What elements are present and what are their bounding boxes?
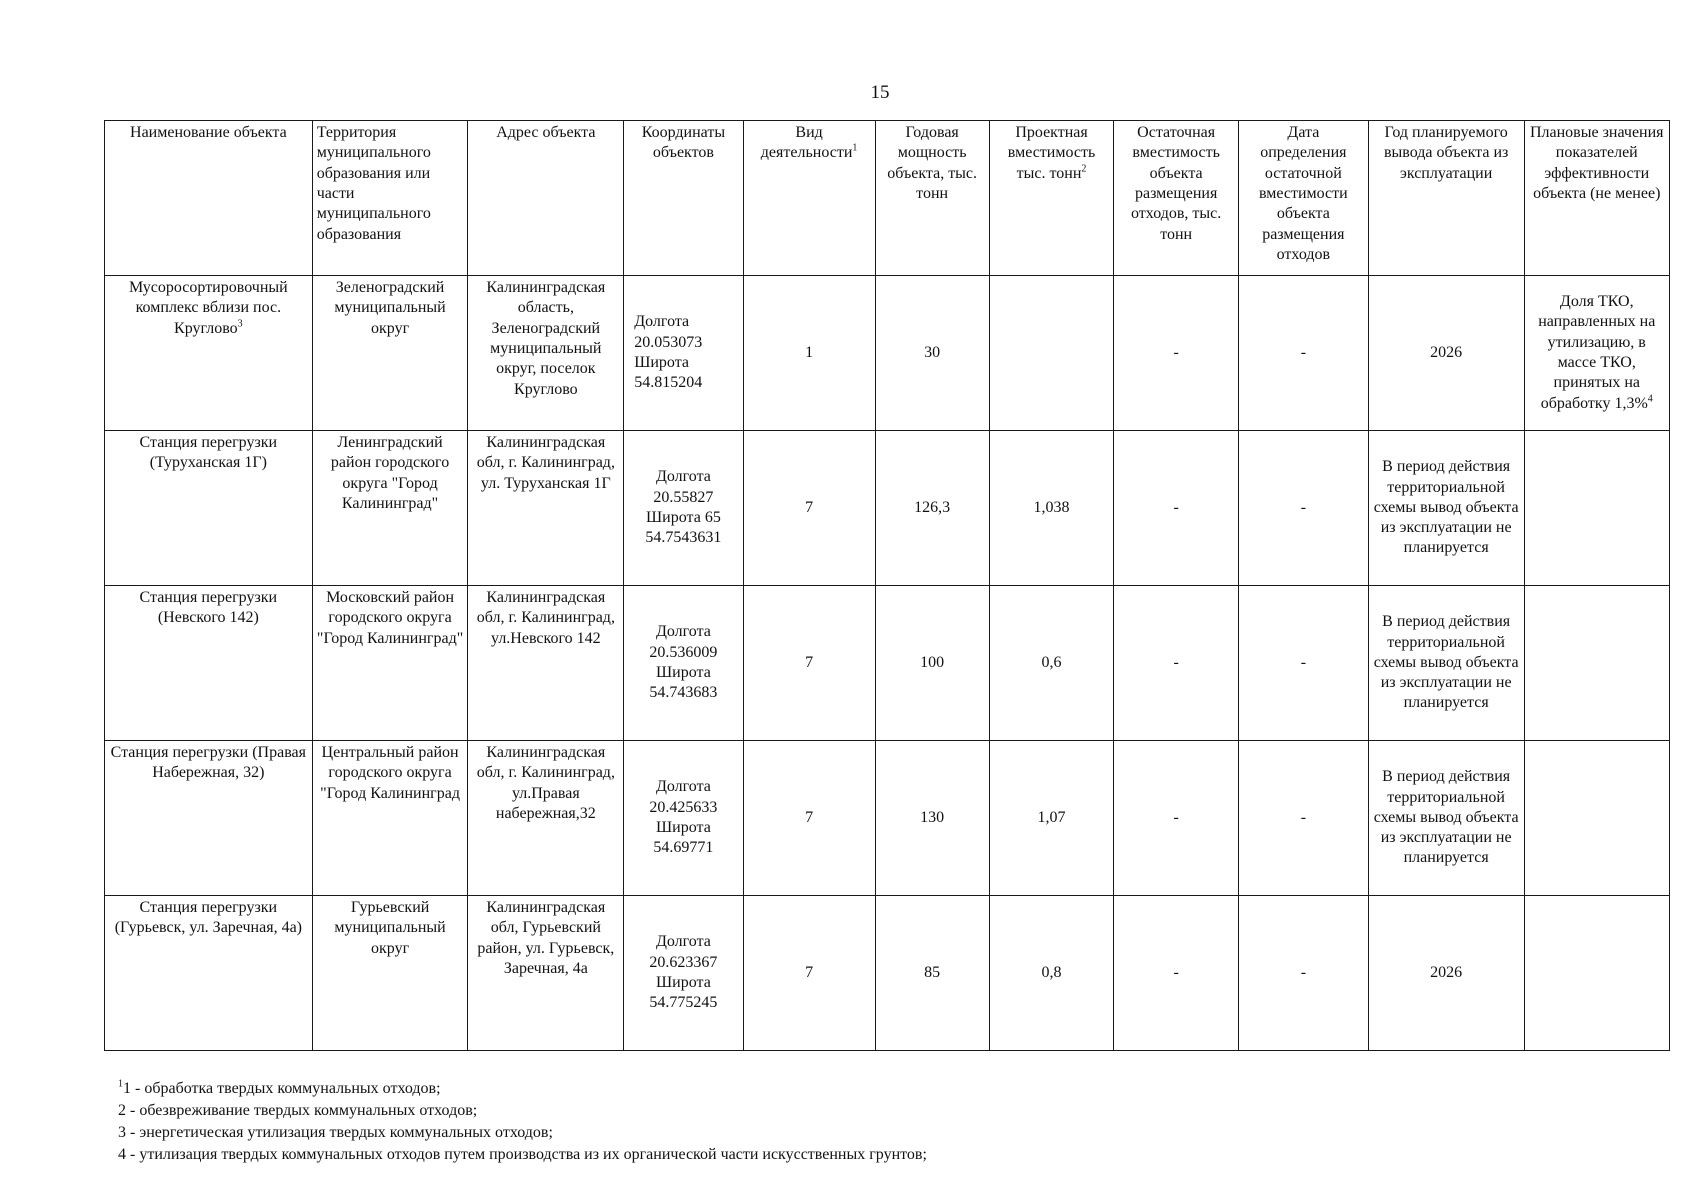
table-row [105,741,1670,896]
footnotes [118,1078,927,1166]
latitude-value: Широта 54.743683 [649,664,718,702]
capacity-cell: 100 [875,586,989,741]
residual-capacity-cell: - [1114,896,1239,1051]
object-name-cell: Станция перегрузки (Невского 142) [105,586,313,741]
residual-date-cell: - [1238,276,1368,431]
activity-cell: 1 [743,276,875,431]
address-cell: Калининградская область, Зеленоградский муниципальный округ, поселок Круглово [468,276,624,431]
residual-date-cell: - [1238,741,1368,896]
efficiency-cell [1524,741,1669,896]
coordinates-cell [624,276,743,431]
capacity-cell: 30 [875,276,989,431]
footnote-3: 3 - энергетическая утилизация твердых коммунальных отходов; [118,1124,553,1141]
residual-capacity-cell: - [1114,431,1239,586]
footnote-1: $^1$1 - обработка твердых коммунальных отходов; [118,1078,441,1097]
residual-capacity-cell: - [1114,741,1239,896]
table-row [105,431,1670,586]
header-decommission-year: Год планируемого вывода объекта из эксплуатации [1368,121,1524,276]
object-name-cell: Станция перегрузки (Туруханская 1Г) [105,431,313,586]
decommission-year-cell: В период действия территориальной схемы вывод объекта из эксплуатации не планируется [1368,586,1524,741]
activity-cell: 7 [743,741,875,896]
header-territory: Территория муниципального образования или части муниципального образования [312,121,468,276]
residual-date-cell: - [1238,431,1368,586]
header-design-capacity: Проектная вместимость тыс. тонн$^2$ [989,121,1114,276]
header-coordinates: Координаты объектов [624,121,743,276]
longitude-value: Долгота 20.536009 [649,623,718,661]
activity-cell: 7 [743,896,875,1051]
capacity-cell: 130 [875,741,989,896]
header-object-name: Наименование объекта [105,121,313,276]
latitude-value: Широта 54.815204 [634,354,703,392]
territory-cell: Гурьевский муниципальный округ [312,896,468,1051]
longitude-value: Долгота 20.425633 [649,778,718,816]
table-row [105,276,1670,431]
table-header-row [105,121,1670,276]
object-name-cell: Станция перегрузки (Правая Набережная, 32) [105,741,313,896]
table-row [105,896,1670,1051]
decommission-year-cell: 2026 [1368,276,1524,431]
footnote-2: 2 - обезвреживание твердых коммунальных отходов; [118,1102,478,1119]
design-capacity-cell: 0,6 [989,586,1114,741]
coordinates-cell [624,586,743,741]
coordinates-cell [624,431,743,586]
object-name-cell: Мусоросортировочный комплекс вблизи пос. Круглово$^3$ [105,276,313,431]
activity-cell: 7 [743,431,875,586]
header-efficiency-targets: Плановые значения показателей эффективности объекта (не менее) [1524,121,1669,276]
coordinates-cell [624,741,743,896]
latitude-value: Широта 65 54.7543631 [645,509,722,547]
longitude-value: Долгота 20.55827 [653,468,714,506]
header-residual-capacity: Остаточная вместимость объекта размещения отходов, тыс. тонн [1114,121,1239,276]
residual-capacity-cell: - [1114,586,1239,741]
longitude-value: Долгота 20.053073 [634,313,703,351]
footnote-4: 4 - утилизация твердых коммунальных отходов путем производства из их органической части искусственных грунтов; [118,1146,927,1163]
page-number: 15 [870,82,890,103]
activity-cell: 7 [743,586,875,741]
efficiency-cell [1524,896,1669,1051]
coordinates-cell [624,896,743,1051]
residual-date-cell: - [1238,896,1368,1051]
latitude-value: Широта 54.775245 [649,974,718,1012]
design-capacity-cell: 0,8 [989,896,1114,1051]
waste-facilities-table [104,120,1670,1051]
design-capacity-cell [989,276,1114,431]
address-cell: Калининградская обл, г. Калининград, ул.Невского 142 [468,586,624,741]
efficiency-cell [1524,586,1669,741]
header-activity-type: Вид деятельности$^1$ [743,121,875,276]
territory-cell: Зеленоградский муниципальный округ [312,276,468,431]
latitude-value: Широта 54.69771 [653,819,714,857]
territory-cell: Ленинградский район городского округа "Город Калининград" [312,431,468,586]
table-row [105,586,1670,741]
address-cell: Калининградская обл, г. Калининград, ул. Туруханская 1Г [468,431,624,586]
header-address: Адрес объекта [468,121,624,276]
capacity-cell: 126,3 [875,431,989,586]
header-annual-capacity: Годовая мощность объекта, тыс. тонн [875,121,989,276]
efficiency-cell: Доля ТКО, направленных на утилизацию, в массе ТКО, принятых на обработку 1,3%$^4$ [1524,276,1669,431]
decommission-year-cell: В период действия территориальной схемы вывод объекта из эксплуатации не планируется [1368,431,1524,586]
object-name-cell: Станция перегрузки (Гурьевск, ул. Заречная, 4а) [105,896,313,1051]
header-residual-date: Дата определения остаточной вместимости объекта размещения отходов [1238,121,1368,276]
residual-date-cell: - [1238,586,1368,741]
territory-cell: Центральный район городского округа "Город Калининград [312,741,468,896]
residual-capacity-cell: - [1114,276,1239,431]
longitude-value: Долгота 20.623367 [649,933,718,971]
design-capacity-cell: 1,038 [989,431,1114,586]
territory-cell: Московский район городского округа "Город Калининград" [312,586,468,741]
address-cell: Калининградская обл, г. Калининград, ул.Правая набережная,32 [468,741,624,896]
design-capacity-cell: 1,07 [989,741,1114,896]
capacity-cell: 85 [875,896,989,1051]
decommission-year-cell: 2026 [1368,896,1524,1051]
decommission-year-cell: В период действия территориальной схемы вывод объекта из эксплуатации не планируется [1368,741,1524,896]
address-cell: Калининградская обл, Гурьевский район, ул. Гурьевск, Заречная, 4а [468,896,624,1051]
efficiency-cell [1524,431,1669,586]
